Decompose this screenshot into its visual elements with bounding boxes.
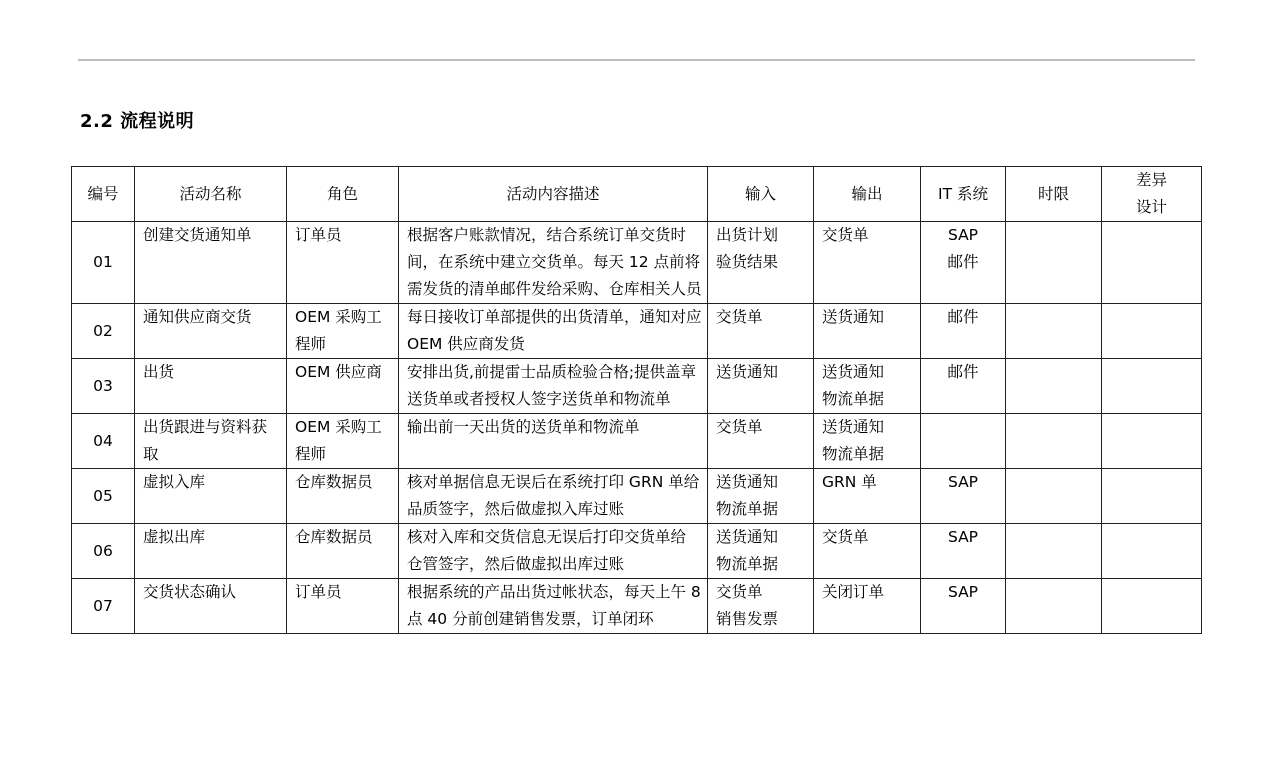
cell-activity-line: 取	[143, 445, 159, 463]
cell-activity-line: 出货	[143, 363, 175, 381]
cell-output-line: 关闭订单	[822, 583, 885, 601]
cell-input	[708, 414, 814, 469]
table-row	[72, 222, 1202, 304]
cell-input-line: 物流单据	[716, 500, 779, 518]
cell-input-line: 出货计划	[716, 226, 779, 244]
cell-activity	[135, 414, 287, 469]
cell-input-line: 送货通知	[716, 363, 779, 381]
cell-role-line: OEM 供应商	[295, 363, 382, 381]
cell-it-system-line: SAP	[947, 528, 979, 546]
cell-output-line: 物流单据	[822, 390, 885, 408]
cell-activity	[135, 222, 287, 304]
cell-output	[814, 304, 921, 359]
cell-input	[708, 359, 814, 414]
header-diff-line2: 设计	[1135, 198, 1167, 216]
cell-time-limit	[1006, 222, 1102, 304]
cell-it-system	[921, 304, 1006, 359]
cell-it-system-line: SAP	[947, 473, 979, 491]
cell-activity-line: 通知供应商交货	[143, 308, 252, 326]
cell-input-line: 物流单据	[716, 555, 779, 573]
cell-description-line: 需发货的清单邮件发给采购、仓库相关人员	[407, 280, 702, 298]
cell-no: 04	[72, 414, 135, 469]
cell-role	[287, 579, 399, 634]
cell-description	[399, 414, 708, 469]
process-table	[71, 166, 1202, 634]
table-row	[72, 414, 1202, 469]
cell-activity	[135, 524, 287, 579]
cell-output	[814, 524, 921, 579]
cell-it-system	[921, 524, 1006, 579]
cell-output	[814, 359, 921, 414]
cell-role-line: 订单员	[295, 583, 342, 601]
cell-input-line: 交货单	[716, 583, 763, 601]
cell-activity	[135, 304, 287, 359]
cell-activity-line: 交货状态确认	[143, 583, 237, 601]
cell-input	[708, 579, 814, 634]
table-row	[72, 579, 1202, 634]
cell-diff-design	[1102, 524, 1202, 579]
cell-input-line: 验货结果	[716, 253, 779, 271]
cell-description	[399, 222, 708, 304]
cell-description-line: 点 40 分前创建销售发票，订单闭环	[407, 610, 654, 628]
cell-it-system-line: SAP	[947, 583, 979, 601]
cell-it-system-line: 邮件	[947, 253, 979, 271]
cell-description-line: 核对单据信息无误后在系统打印 GRN 单给	[407, 473, 700, 491]
cell-diff-design	[1102, 469, 1202, 524]
header-input: 输入	[708, 167, 814, 222]
cell-role-line: 订单员	[295, 226, 342, 244]
cell-diff-design	[1102, 222, 1202, 304]
cell-time-limit	[1006, 414, 1102, 469]
cell-time-limit	[1006, 579, 1102, 634]
cell-description-line: 输出前一天出货的送货单和物流单	[407, 418, 640, 436]
cell-input	[708, 524, 814, 579]
cell-input-line: 交货单	[716, 418, 763, 436]
cell-it-system-line: SAP	[947, 226, 979, 244]
header-time-limit: 时限	[1006, 167, 1102, 222]
cell-description	[399, 579, 708, 634]
cell-input-line: 销售发票	[716, 610, 779, 628]
cell-diff-design	[1102, 579, 1202, 634]
cell-diff-design	[1102, 359, 1202, 414]
cell-time-limit	[1006, 469, 1102, 524]
table-row	[72, 304, 1202, 359]
cell-it-system	[921, 579, 1006, 634]
cell-no: 07	[72, 579, 135, 634]
header-diff-design	[1102, 167, 1202, 222]
cell-time-limit	[1006, 359, 1102, 414]
cell-role-line: 程师	[295, 445, 327, 463]
cell-description-line: 每日接收订单部提供的出货清单，通知对应	[407, 308, 702, 326]
cell-input-line: 送货通知	[716, 528, 779, 546]
cell-role-line: 仓库数据员	[295, 528, 373, 546]
cell-description-line: 仓管签字，然后做虚拟出库过账	[407, 555, 625, 573]
cell-description-line: OEM 供应商发货	[407, 335, 525, 353]
cell-activity-line: 虚拟入库	[143, 473, 206, 491]
cell-role-line: 程师	[295, 335, 327, 353]
header-diff-line1: 差异	[1135, 171, 1167, 189]
cell-description	[399, 469, 708, 524]
cell-activity-line: 虚拟出库	[143, 528, 206, 546]
cell-it-system	[921, 469, 1006, 524]
table-row	[72, 469, 1202, 524]
cell-output-line: 送货通知	[822, 418, 885, 436]
cell-description	[399, 304, 708, 359]
cell-description	[399, 359, 708, 414]
cell-role	[287, 359, 399, 414]
cell-role	[287, 222, 399, 304]
cell-role-line: OEM 采购工	[295, 308, 382, 326]
header-role: 角色	[287, 167, 399, 222]
table-body	[72, 222, 1202, 634]
cell-input-line: 送货通知	[716, 473, 779, 491]
cell-diff-design	[1102, 304, 1202, 359]
cell-no: 01	[72, 222, 135, 304]
table-row	[72, 359, 1202, 414]
cell-activity-line: 创建交货通知单	[143, 226, 252, 244]
cell-output	[814, 414, 921, 469]
cell-diff-design	[1102, 414, 1202, 469]
table-row	[72, 524, 1202, 579]
cell-output-line: 交货单	[822, 226, 869, 244]
cell-no: 06	[72, 524, 135, 579]
cell-description	[399, 524, 708, 579]
cell-description-line: 根据系统的产品出货过帐状态，每天上午 8	[407, 583, 701, 601]
cell-role	[287, 304, 399, 359]
cell-role	[287, 469, 399, 524]
header-no: 编号	[72, 167, 135, 222]
cell-description-line: 送货单或者授权人签字送货单和物流单	[407, 390, 671, 408]
cell-activity	[135, 579, 287, 634]
cell-it-system-line: 邮件	[947, 308, 979, 326]
cell-no: 05	[72, 469, 135, 524]
cell-description-line: 品质签字，然后做虚拟入库过账	[407, 500, 625, 518]
cell-role	[287, 524, 399, 579]
cell-role-line: 仓库数据员	[295, 473, 373, 491]
cell-output	[814, 222, 921, 304]
cell-it-system	[921, 359, 1006, 414]
cell-time-limit	[1006, 524, 1102, 579]
cell-output-line: 送货通知	[822, 363, 885, 381]
cell-output-line: 交货单	[822, 528, 869, 546]
cell-no: 03	[72, 359, 135, 414]
cell-activity	[135, 359, 287, 414]
header-it-system: IT 系统	[921, 167, 1006, 222]
cell-output-line: 物流单据	[822, 445, 885, 463]
cell-role-line: OEM 采购工	[295, 418, 382, 436]
cell-input	[708, 222, 814, 304]
cell-output-line: GRN 单	[822, 473, 877, 491]
cell-description-line: 间，在系统中建立交货单。每天 12 点前将	[407, 253, 701, 271]
cell-time-limit	[1006, 304, 1102, 359]
cell-it-system	[921, 222, 1006, 304]
cell-input	[708, 469, 814, 524]
cell-role	[287, 414, 399, 469]
cell-output-line: 送货通知	[822, 308, 885, 326]
cell-description-line: 核对入库和交货信息无误后打印交货单给	[407, 528, 687, 546]
cell-input	[708, 304, 814, 359]
cell-description-line: 根据客户账款情况，结合系统订单交货时	[407, 226, 687, 244]
cell-output	[814, 469, 921, 524]
header-rule	[78, 59, 1195, 61]
cell-it-system-line: 邮件	[947, 363, 979, 381]
table-header-row	[72, 167, 1202, 222]
cell-activity	[135, 469, 287, 524]
header-activity: 活动名称	[135, 167, 287, 222]
header-description: 活动内容描述	[399, 167, 708, 222]
cell-no: 02	[72, 304, 135, 359]
cell-activity-line: 出货跟进与资料获	[143, 418, 268, 436]
header-output: 输出	[814, 167, 921, 222]
cell-it-system	[921, 414, 1006, 469]
cell-description-line: 安排出货,前提雷士品质检验合格;提供盖章	[407, 363, 697, 381]
section-title: 2.2 流程说明	[80, 111, 195, 132]
cell-input-line: 交货单	[716, 308, 763, 326]
cell-output	[814, 579, 921, 634]
